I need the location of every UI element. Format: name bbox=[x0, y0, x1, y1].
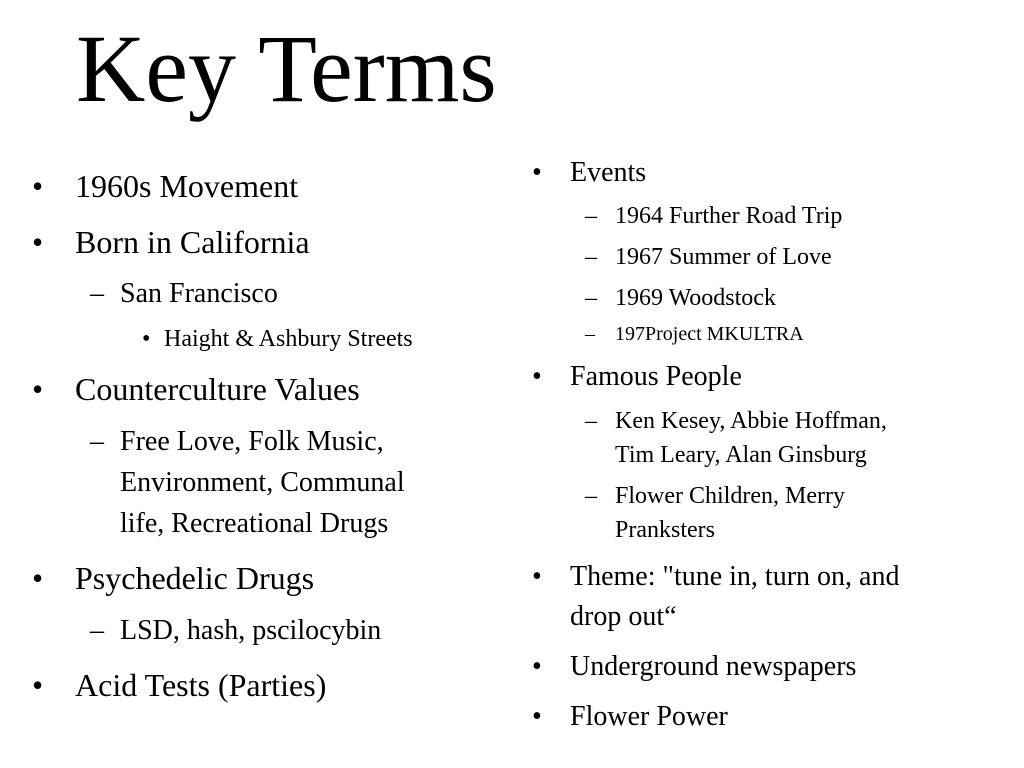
sub-item-values-line-2: Environment, Communal bbox=[120, 467, 405, 498]
list-item-theme-line-1: Theme: "tune in, turn on, and bbox=[570, 561, 900, 592]
list-item-underground-newspapers: Underground newspapers bbox=[570, 651, 857, 682]
list-item-psychedelic-drugs: Psychedelic Drugs bbox=[75, 560, 315, 596]
dash-icon: – bbox=[585, 483, 597, 509]
sub-item-flower-children-line-2: Pranksters bbox=[615, 517, 715, 543]
bullet-icon: • bbox=[32, 224, 44, 260]
list-item-acid-tests: Acid Tests (Parties) bbox=[75, 667, 327, 703]
dash-icon: – bbox=[585, 203, 597, 229]
list-item-flower-power: Flower Power bbox=[570, 701, 728, 732]
bullet-icon: • bbox=[532, 157, 542, 188]
list-item-theme-line-2: drop out“ bbox=[570, 601, 677, 632]
list-item-1960s-movement: 1960s Movement bbox=[75, 168, 299, 204]
bullet-icon: • bbox=[532, 561, 542, 592]
slide-title: Key Terms bbox=[76, 15, 497, 122]
bullet-icon: • bbox=[32, 667, 44, 703]
sub-item-event-summer-of-love: 1967 Summer of Love bbox=[615, 244, 832, 270]
bullet-icon: • bbox=[32, 168, 44, 204]
bullet-icon: • bbox=[532, 651, 542, 682]
sub-item-event-mkultra: 197Project MKULTRA bbox=[615, 323, 804, 345]
bullet-icon: • bbox=[532, 701, 542, 732]
dash-icon: – bbox=[585, 244, 597, 270]
sub-item-famous-line-2: Tim Leary, Alan Ginsburg bbox=[615, 442, 867, 468]
dash-icon: – bbox=[585, 285, 597, 311]
bullet-icon: • bbox=[532, 361, 542, 392]
dash-icon: – bbox=[90, 426, 104, 457]
bullet-icon: • bbox=[32, 560, 44, 596]
sub-item-famous-line-1: Ken Kesey, Abbie Hoffman, bbox=[615, 408, 887, 434]
dash-icon: – bbox=[90, 278, 104, 309]
list-item-famous-people: Famous People bbox=[570, 361, 742, 392]
bullet-icon: • bbox=[32, 371, 44, 407]
dash-icon: – bbox=[585, 323, 595, 345]
dash-icon: – bbox=[585, 408, 597, 434]
sub-item-event-further: 1964 Further Road Trip bbox=[615, 203, 843, 229]
sub-item-event-woodstock: 1969 Woodstock bbox=[615, 285, 776, 311]
dash-icon: – bbox=[90, 615, 104, 646]
sub-item-san-francisco: San Francisco bbox=[120, 278, 278, 309]
sub-item-values-line-3: life, Recreational Drugs bbox=[120, 508, 389, 539]
bullet-icon: • bbox=[142, 326, 151, 352]
list-item-counterculture-values: Counterculture Values bbox=[75, 371, 360, 407]
sub-item-values-line-1: Free Love, Folk Music, bbox=[120, 426, 384, 457]
list-item-events: Events bbox=[570, 157, 647, 188]
list-item-born-in-california: Born in California bbox=[75, 224, 310, 260]
sub-sub-item-haight-ashbury: Haight & Ashbury Streets bbox=[164, 326, 413, 352]
sub-item-drugs-list: LSD, hash, pscilocybin bbox=[120, 615, 382, 646]
sub-item-flower-children-line-1: Flower Children, Merry bbox=[615, 483, 845, 509]
